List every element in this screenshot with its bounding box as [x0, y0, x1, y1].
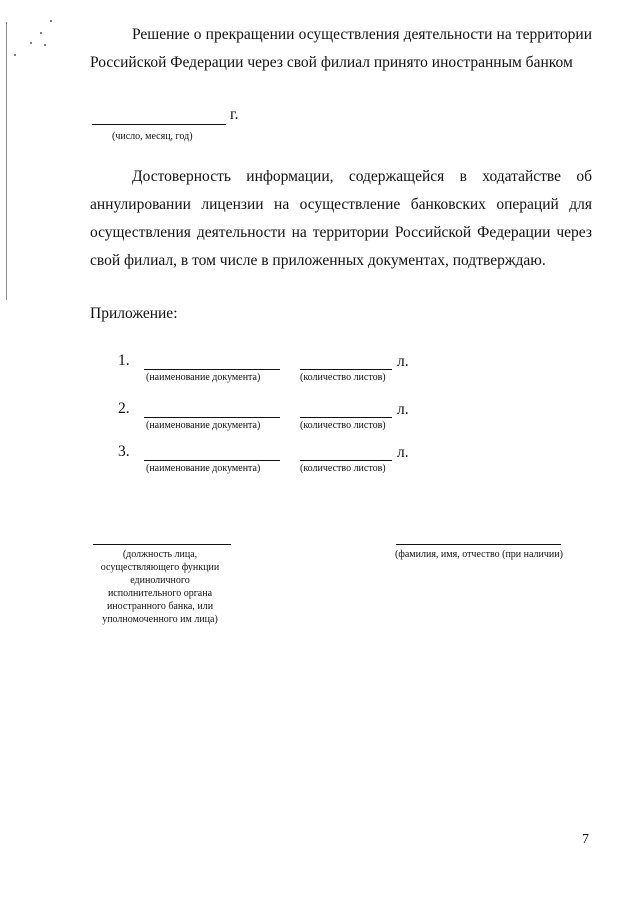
sheets-suffix: л. — [397, 401, 409, 418]
document-name-caption: (наименование документа) — [146, 420, 261, 431]
scan-margin-mark — [6, 22, 7, 300]
document-name-caption: (наименование документа) — [146, 372, 261, 383]
full-name-caption: (фамилия, имя, отчество (при наличии) — [395, 549, 563, 560]
date-year-suffix: г. — [230, 106, 239, 123]
sheet-count-line[interactable] — [300, 417, 392, 418]
document-name-caption: (наименование документа) — [146, 463, 261, 474]
decision-paragraph: Решение о прекращении осуществления деятельности на территории Российской Федерации через свой филиал принято иностранным банком — [90, 26, 592, 71]
full-name-line[interactable] — [396, 544, 561, 545]
attachment-row — [0, 352, 640, 392]
attachment-number: 1. — [118, 352, 130, 369]
scan-artifact — [50, 20, 52, 22]
document-name-line[interactable] — [144, 460, 280, 461]
attachments-title: Приложение: — [90, 305, 178, 322]
sheet-count-caption: (количество листов) — [300, 463, 386, 474]
attachment-row — [0, 400, 640, 440]
sheets-suffix: л. — [397, 353, 409, 370]
confirmation-paragraph: Достоверность информации, содержащейся в ходатайстве об аннулировании лицензии на осуществление банковских операций для осуществления деятельности на территории Российской Федерации через свой филиал, в том числе в приложенных документах, подтверждаю. — [90, 168, 592, 269]
position-caption: (должность лица, осуществляющего функции единоличного исполнительного органа иностранного банка, или уполномоченного им лица) — [100, 549, 220, 625]
scan-artifact — [30, 42, 32, 44]
position-signature-line[interactable] — [93, 544, 231, 545]
page-number: 7 — [582, 832, 589, 847]
attachment-number: 2. — [118, 400, 130, 417]
document-name-line[interactable] — [144, 369, 280, 370]
scan-artifact — [40, 32, 42, 34]
date-input-line[interactable] — [92, 108, 226, 125]
sheet-count-line[interactable] — [300, 369, 392, 370]
scan-artifact — [14, 54, 16, 56]
scan-artifact — [44, 44, 46, 46]
sheet-count-caption: (количество листов) — [300, 372, 386, 383]
document-name-line[interactable] — [144, 417, 280, 418]
sheet-count-caption: (количество листов) — [300, 420, 386, 431]
sheets-suffix: л. — [397, 444, 409, 461]
sheet-count-line[interactable] — [300, 460, 392, 461]
attachment-number: 3. — [118, 443, 130, 460]
attachment-row — [0, 443, 640, 483]
date-caption: (число, месяц, год) — [112, 131, 193, 142]
